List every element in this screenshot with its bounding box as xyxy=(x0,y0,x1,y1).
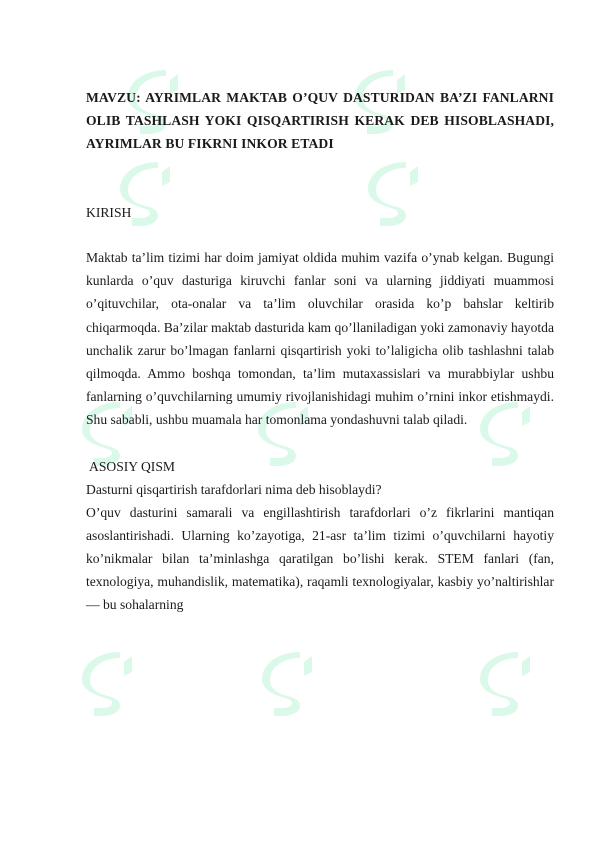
watermark-logo-icon xyxy=(72,652,142,722)
document-title: MAVZU: AYRIMLAR MAKTAB O’QUV DASTURIDAN BA’ZI FANLARNI OLIB TASHLASH YOKI QISQARTIRISH KERAK DEB HISOBLASHADI, AYRIMLAR BU FIKRNI INKOR ETADI xyxy=(86,90,554,151)
spacer xyxy=(86,432,554,455)
document-body xyxy=(86,86,554,617)
intro-heading: KIRISH xyxy=(86,205,132,220)
main-paragraph: O’quv dasturini samarali va engillashtirish tarafdorlari o’z fikrlarini mantiqan asoslantirishadi. Ularning ko’zayotiga, 21-asr ta’lim tizimi o’quvchilarni hayotiy ko’nikmalar bilan ta’minlashga qaratilgan bo’lishi kerak. STEM fanlari (fan, texnologiya, muhandislik, matematika), raqamli texnologiyalar, kasbiy yo’naltirishlar — bu sohalarning xyxy=(86,504,554,613)
main-question: Dasturni qisqartirish tarafdorlari nima deb hisoblaydi? xyxy=(86,481,382,497)
intro-paragraph: Maktab ta’lim tizimi har doim jamiyat oldida muhim vazifa o’ynab kelgan. Bugungi kunlarda o’quv dasturiga kiruvchi fanlar soni va ularning jiddiyati muammosi o’qituvchilar, ota-onalar va ta’lim oluvchilar orasida ko’p bahslar keltirib chiqarmoqda. Ba’zilar maktab dasturida kam qo’llaniladigan yoki zamonaviy hayotda unchalik zarur bo’lmagan fanlarni qisqartirish yoki to’laligicha olib tashlashni talab qilmoqda. Ammo boshqa tomondan, ta’lim mutaxassislari va murabbiylar ushbu fanlarning o’quvchilarning umumiy rivojlanishidagi muhim o’rnini inkor etishmaydi. Shu sababli, ushbu muamala har tomonlama yondashuvni talab qiladi. xyxy=(86,250,554,428)
watermark-logo-icon xyxy=(252,652,322,722)
main-heading: ASOSIY QISM xyxy=(89,458,175,474)
spacer xyxy=(86,224,554,246)
spacer xyxy=(86,155,554,201)
watermark-logo-icon xyxy=(470,652,540,722)
